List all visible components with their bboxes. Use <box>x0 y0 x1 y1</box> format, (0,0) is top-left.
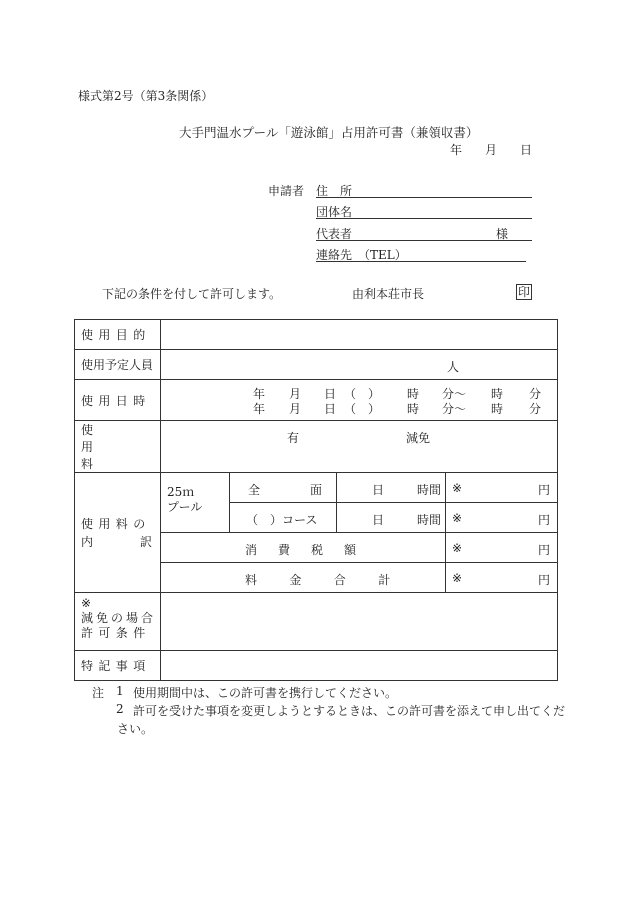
address-label: 住 所 <box>316 184 353 198</box>
fee-value[interactable] <box>161 421 558 473</box>
footnote-2-text-line1: 許可を受けた事項を変更しようとするときは、この許可書を添えて申し出てくだ <box>133 704 566 718</box>
contact-label: 連絡先 （TEL） <box>316 248 407 262</box>
exemption-label: ※ 減免の場合 許可条件 <box>75 593 161 651</box>
permit-table <box>74 319 558 681</box>
representative-label: 代表者 <box>316 227 353 241</box>
full-lane-amount[interactable]: ※ 円 <box>446 473 558 503</box>
purpose-value[interactable] <box>161 320 558 350</box>
representative-field[interactable] <box>316 225 532 241</box>
dt1-min-to: 分 <box>529 387 542 401</box>
date-day-label: 日 <box>520 143 533 157</box>
people-row <box>75 350 558 380</box>
dt1-hour: 時 <box>407 387 420 401</box>
total-amount[interactable]: ※ 円 <box>446 563 558 593</box>
datetime-value[interactable] <box>161 380 558 421</box>
full-lane-row <box>75 473 558 503</box>
dt2-hour: 時 <box>407 402 420 416</box>
seal-mark: 印 <box>518 285 531 299</box>
breakdown-label: 使用料の 内 訳 <box>75 473 161 593</box>
dt1-min-from: 分〜 <box>442 387 467 401</box>
dt1-weekday: （ ） <box>344 387 381 401</box>
fee-row <box>75 421 558 473</box>
footnote-1-text: 使用期間中は、この許可書を携行してください。 <box>133 686 398 700</box>
full-lane-label: 全 面 <box>230 473 337 503</box>
exemption-row <box>75 593 558 651</box>
dt1-month: 月 <box>289 387 302 401</box>
exemption-value[interactable] <box>161 593 558 651</box>
course-amount[interactable]: ※ 円 <box>446 503 558 533</box>
datetime-label: 使用日時 <box>75 380 161 421</box>
dt2-min-from: 分〜 <box>442 402 467 416</box>
people-label: 使用予定人員 <box>75 350 161 380</box>
tax-label: 消費税額 <box>161 533 446 563</box>
footnote-2-number: 2 <box>116 702 124 716</box>
pool-label: 25ｍ プール <box>161 473 230 533</box>
footnote-2-text-line2: さい。 <box>117 722 154 736</box>
dt2-min-to: 分 <box>529 402 542 416</box>
people-value[interactable] <box>161 350 558 380</box>
notes-value[interactable] <box>161 651 558 681</box>
course-days-hours[interactable]: 日 時間 <box>337 503 446 533</box>
tax-amount[interactable]: ※ 円 <box>446 533 558 563</box>
notes-row <box>75 651 558 681</box>
datetime-row <box>75 380 558 421</box>
course-label: （ ）コース <box>230 503 337 533</box>
dt1-day: 日 <box>324 387 337 401</box>
dt2-hour-to: 時 <box>491 402 504 416</box>
permission-text: 下記の条件を付して許可します。 <box>102 287 282 301</box>
fee-exempt-option[interactable]: 減免 <box>406 431 431 445</box>
purpose-row <box>75 320 558 350</box>
notes-label: 特記事項 <box>75 651 161 681</box>
total-label: 料金合計 <box>161 563 446 593</box>
honorific-label: 様 <box>496 227 509 241</box>
dt1-hour-to: 時 <box>491 387 504 401</box>
dt2-day: 日 <box>324 402 337 416</box>
dt2-year: 年 <box>253 402 266 416</box>
fee-yes-option[interactable]: 有 <box>287 431 300 445</box>
dt2-weekday: （ ） <box>344 402 381 416</box>
group-name-label: 団体名 <box>316 205 353 219</box>
fee-label: 使用料 <box>75 421 161 473</box>
footnote-1-number: 1 <box>116 684 124 698</box>
form-number: 様式第2号（第3条関係） <box>78 89 214 103</box>
applicant-label: 申請者 <box>268 184 305 198</box>
people-unit: 人 <box>447 360 460 374</box>
contact-field[interactable] <box>316 246 526 262</box>
date-year-label: 年 <box>450 143 463 157</box>
footnote-prefix: 注 <box>92 686 105 700</box>
document-title: 大手門温水プール「遊泳館」占用許可書（兼領収書） <box>179 125 479 140</box>
dt1-year: 年 <box>253 387 266 401</box>
purpose-label: 使用目的 <box>75 320 161 350</box>
full-lane-days-hours[interactable]: 日 時間 <box>337 473 446 503</box>
address-field[interactable] <box>316 182 532 198</box>
dt2-month: 月 <box>289 402 302 416</box>
group-name-field[interactable] <box>316 203 532 219</box>
date-month-label: 月 <box>485 143 498 157</box>
mayor-name: 由利本荘市長 <box>352 287 425 301</box>
